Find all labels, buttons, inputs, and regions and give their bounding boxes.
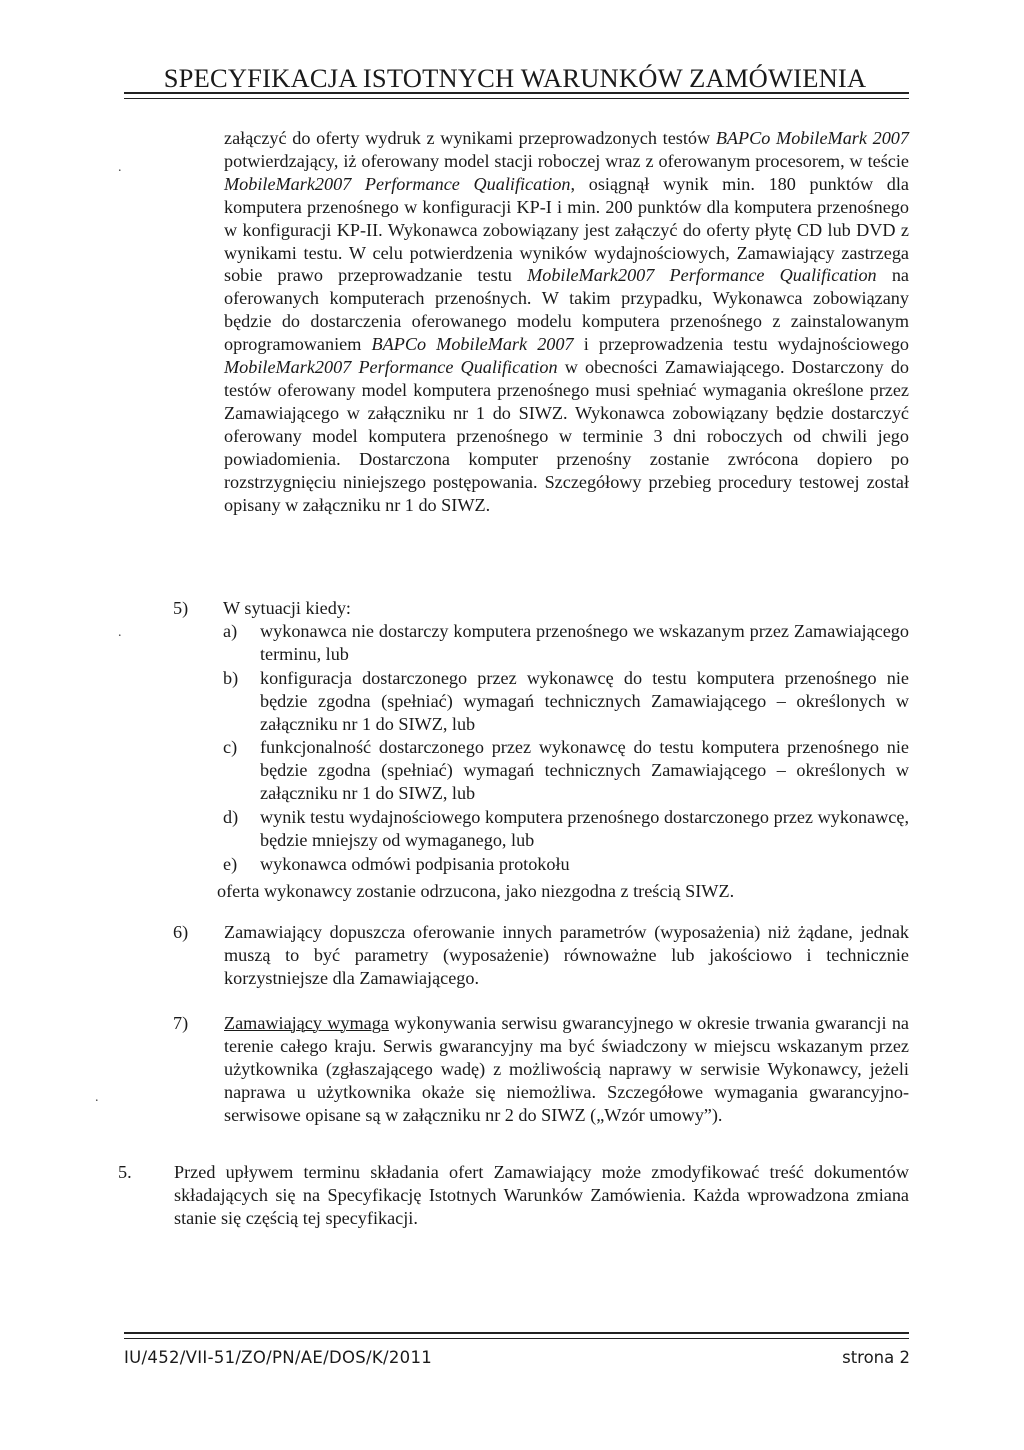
underlined-phrase: Zamawiający wymaga bbox=[224, 1013, 389, 1033]
sub-item-letter: c) bbox=[223, 737, 238, 758]
sub-item-a bbox=[223, 620, 909, 666]
intro-text: , osiągnął wynik min. 180 punktów dla komputera przenośnego w konfiguracji KP-I i min. 200 punktów dla komputera przenośnego w konfiguracji KP-II. Wykonawca zobowiązany jest załączyć do oferty płytę CD lub DVD z wynikami testu. W celu potwierdzenia wyników wydajnościowych, Zamawiający zastrzega sobie prawo przeprowadzanie testu bbox=[224, 173, 910, 286]
margin-dot: . bbox=[95, 1090, 99, 1105]
sub-item-c bbox=[223, 736, 909, 805]
intro-product-name: BAPCo MobileMark 2007 bbox=[715, 128, 909, 148]
intro-test-name: MobileMark2007 Performance Qualification bbox=[224, 357, 558, 378]
list-item-body bbox=[223, 597, 909, 876]
list-item-number: 6) bbox=[173, 922, 189, 942]
list-item-body: Zamawiający dopuszcza oferowanie innych parametrów (wyposażenia) niż żądane, jednak muszą to być parametry (wyposażenie) równoważne lub jakościowo i technicznie korzystniejsze dla Zamawiającego. bbox=[224, 922, 909, 988]
intro-text: i przeprowadzenia testu wydajnościowego bbox=[573, 334, 910, 355]
list-item-number: 5) bbox=[173, 598, 189, 618]
sub-item-d bbox=[223, 806, 909, 852]
sub-item-b bbox=[223, 667, 909, 736]
section-body: Przed upływem terminu składania ofert Zamawiający może zmodyfikować treść dokumentów składających się na Specyfikację Istotnych Warunków Zamówienia. Każda wprowadzona zmiana stanie się częścią tej specyfikacji. bbox=[174, 1162, 909, 1228]
list-item-number: 7) bbox=[173, 1013, 189, 1033]
sub-item-text: konfiguracja dostarczonego przez wykonawcę do testu komputera przenośnego nie będzie zgodna (spełniać) wymagań technicznych Zamawiającego – określonych w załączniku nr 1 do SIWZ, lub bbox=[260, 667, 909, 734]
list-item-text: wykonywania serwisu gwarancyjnego w okresie trwania gwarancji na terenie całego kraju. Serwis gwarancyjny ma być świadczony w miejscu wskazanym przez użytkownika (zgłaszającego wadę) z możliwością naprawy w serwisie Wykonawcy, jeżeli naprawa u użytkownika okaże się niemożliwa. Szczegółowe wymagania gwarancyjno-serwisowe opisane są w załączniku nr 2 do SIWZ („Wzór umowy”). bbox=[224, 1013, 909, 1125]
sub-item-letter: e) bbox=[223, 853, 238, 874]
sub-item-e bbox=[223, 853, 909, 876]
sub-item-letter: d) bbox=[223, 807, 239, 828]
intro-test-name: MobileMark2007 Performance Qualification bbox=[527, 265, 877, 286]
intro-text: potwierdzający, iż oferowany model stacji roboczej wraz z oferowanym procesorem, w teście bbox=[224, 150, 909, 171]
margin-dot: . bbox=[118, 160, 122, 175]
sub-item-text: wynik testu wydajnościowego komputera przenośnego dostarczonego przez wykonawcę, będzie mniejszy od wymaganego, lub bbox=[260, 807, 909, 851]
sub-item-letter: b) bbox=[223, 667, 239, 688]
intro-text: załączyć do oferty wydruk z wynikami przeprowadzonych testów bbox=[224, 128, 716, 148]
sub-item-text: wykonawca odmówi podpisania protokołu bbox=[260, 853, 570, 874]
list-item-lead: W sytuacji kiedy: bbox=[223, 598, 351, 618]
list-item-5-conclusion bbox=[217, 880, 909, 903]
header-divider bbox=[124, 92, 909, 99]
conclusion-text: oferta wykonawcy zostanie odrzucona, jako niezgodna z treścią SIWZ. bbox=[217, 881, 735, 901]
intro-text: w obecności Zamawiającego. Dostarczony do testów oferowany model komputera przenośnego musi spełniać wymagania określone przez Zamawiającego w załączniku nr 1 do SIWZ. Wykonawca zobowiązany będzie dostarczyć oferowany model komputera przenośnego w terminie 3 dni roboczych od chwili jego powiadomienia. Dostarczona komputer przenośny zostanie zwrócona dopiero po rozstrzygnięciu niniejszego postępowania. Szczegółowy przebieg procedury testowej został opisany w załączniku nr 1 do SIWZ. bbox=[224, 357, 909, 515]
page-number: strona 2 bbox=[842, 1348, 910, 1367]
document-reference-code: IU/452/VII-51/ZO/PN/AE/DOS/K/2011 bbox=[124, 1348, 433, 1367]
margin-dot: . bbox=[118, 625, 122, 640]
page-header-title: SPECYFIKACJA ISTOTNYCH WARUNKÓW ZAMÓWIENIA bbox=[163, 63, 867, 93]
sub-item-letter: a) bbox=[223, 620, 238, 641]
intro-text: na oferowanych komputerach przenośnych. W takim przypadku, Wykonawca zobowiązany będzie do dostarczenia oferowanego modelu komputera przenośnego z zainstalowanym oprogramowaniem bbox=[224, 265, 909, 355]
intro-paragraph bbox=[224, 127, 909, 516]
sub-item-text: wykonawca nie dostarczy komputera przenośnego we wskazanym przez Zamawiającego terminu, lub bbox=[260, 620, 909, 664]
list-item-body bbox=[224, 1012, 909, 1127]
intro-test-name: MobileMark2007 Performance Qualification bbox=[224, 173, 571, 194]
intro-product-name: BAPCo MobileMark 2007 bbox=[371, 334, 574, 355]
sub-item-text: funkcjonalność dostarczonego przez wykonawcę do testu komputera przenośnego nie będzie zgodna (spełniać) wymagań technicznych Zamawiającego – określonych w załączniku nr 1 do SIWZ, lub bbox=[260, 737, 909, 804]
sub-list bbox=[223, 620, 909, 876]
section-number: 5. bbox=[118, 1162, 132, 1182]
footer-divider bbox=[124, 1332, 909, 1339]
